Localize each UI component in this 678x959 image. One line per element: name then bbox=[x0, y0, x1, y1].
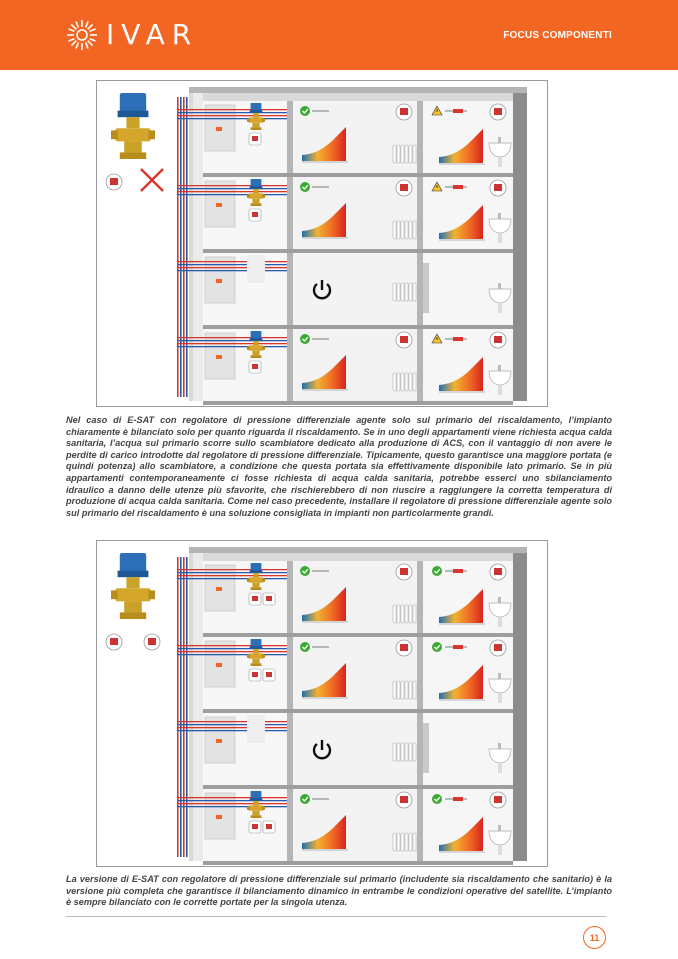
inactive-valve bbox=[247, 255, 265, 283]
branch-pipe bbox=[177, 337, 289, 338]
internal-wall bbox=[287, 253, 293, 325]
internal-wall bbox=[417, 561, 423, 633]
floor-slab bbox=[203, 325, 513, 329]
riser-pipe bbox=[183, 557, 185, 857]
cabinet-led bbox=[216, 587, 222, 591]
riser-pipe bbox=[180, 97, 182, 397]
branch-pipe bbox=[177, 340, 289, 341]
right-column bbox=[513, 553, 527, 861]
floor-dhw-thermostat-icon bbox=[263, 669, 275, 681]
branch-pipe bbox=[177, 343, 289, 344]
flow-indicator bbox=[453, 569, 463, 573]
branch-pipe bbox=[177, 724, 289, 725]
floor-thermostat-icon bbox=[249, 133, 261, 145]
page-header bbox=[0, 0, 678, 70]
ok-check-icon bbox=[300, 106, 310, 116]
branch-pipe bbox=[177, 112, 289, 113]
branch-pipe bbox=[177, 578, 289, 579]
ivar-logo bbox=[66, 18, 198, 52]
ok-check-icon bbox=[300, 566, 310, 576]
floor-slab bbox=[203, 401, 513, 405]
cabinet-led bbox=[216, 203, 222, 207]
internal-wall bbox=[417, 177, 423, 249]
branch-pipe bbox=[177, 346, 289, 347]
right-column bbox=[513, 93, 527, 401]
flow-indicator bbox=[453, 109, 463, 113]
branch-pipe bbox=[177, 569, 289, 570]
dhw-thermostat-icon bbox=[490, 180, 506, 196]
cabinet-led bbox=[216, 663, 222, 667]
dhw-thermostat-icon bbox=[490, 564, 506, 580]
branch-pipe bbox=[177, 270, 289, 271]
section-label: FOCUS COMPONENTI bbox=[503, 30, 612, 41]
floor-thermostat-icon bbox=[249, 669, 261, 681]
riser-pipe bbox=[186, 97, 188, 397]
cabinet-led bbox=[216, 279, 222, 283]
branch-pipe bbox=[177, 645, 289, 646]
room-thermostat-icon bbox=[396, 104, 412, 120]
floor-slab bbox=[203, 633, 513, 637]
branch-pipe bbox=[177, 721, 289, 722]
main-dhw-thermostat-icon bbox=[144, 634, 160, 650]
riser-shaft bbox=[193, 553, 203, 861]
branch-pipe bbox=[177, 575, 289, 576]
internal-wall bbox=[417, 713, 423, 785]
ok-check-icon bbox=[300, 794, 310, 804]
roof-slab bbox=[189, 87, 527, 93]
roof-slab bbox=[189, 547, 527, 553]
room-thermostat-icon bbox=[396, 180, 412, 196]
internal-wall bbox=[287, 329, 293, 401]
internal-wall bbox=[287, 561, 293, 633]
branch-pipe bbox=[177, 267, 289, 268]
shadow bbox=[423, 723, 429, 773]
floor-thermostat-icon bbox=[249, 821, 261, 833]
internal-wall bbox=[417, 329, 423, 401]
floor-slab bbox=[203, 173, 513, 177]
floor-3 bbox=[177, 713, 513, 789]
branch-pipe bbox=[177, 727, 289, 728]
dhw-thermostat-icon bbox=[490, 792, 506, 808]
footer-divider bbox=[66, 916, 606, 917]
paragraph-2: La versione di E-SAT con regolatore di pressione differenziale sul primario (includente sia riscaldamento che sanitario) è la versione più completa che garantisce il bilanciamento dinamico in entrambe le condizioni operative del satellite. L’impianto è sempre bilanciato con le corrette portate per la singola utenza. bbox=[66, 874, 612, 908]
ok-check-icon bbox=[432, 642, 442, 652]
branch-pipe bbox=[177, 797, 289, 798]
room-thermostat-icon bbox=[396, 564, 412, 580]
inactive-valve bbox=[247, 715, 265, 743]
internal-wall bbox=[287, 637, 293, 709]
ok-check-icon bbox=[300, 334, 310, 344]
dhw-thermostat-icon bbox=[490, 332, 506, 348]
internal-wall bbox=[417, 253, 423, 325]
sun-icon bbox=[66, 19, 98, 51]
floor-slab bbox=[203, 249, 513, 253]
floor-thermostat-icon bbox=[249, 361, 261, 373]
floor-thermostat-icon bbox=[249, 209, 261, 221]
dhw-thermostat-icon bbox=[490, 104, 506, 120]
floor-slab bbox=[203, 709, 513, 713]
branch-pipe bbox=[177, 261, 289, 262]
internal-wall bbox=[417, 789, 423, 861]
diagram-esat-heating-only bbox=[96, 80, 548, 407]
diagram-esat-full bbox=[96, 540, 548, 867]
flow-indicator bbox=[453, 797, 463, 801]
flow-indicator bbox=[453, 337, 463, 341]
branch-pipe bbox=[177, 118, 289, 119]
paragraph-1: Nel caso di E-SAT con regolatore di pressione differenziale agente solo sul primario del riscaldamento, l’impianto chiaramente è bilanciato solo per quanto riguarda il riscaldamento. Se in uno degli appartamenti viene richiesta acqua calda sanitaria, l’acqua sul primario scorre sullo scambiatore dedicato alla produzione di ACS, con il vantaggio di non avere le perdite di carico introdotte dal regolatore di pressione differenziale. Tipicamente, questo garantisce una maggiore portata (e quindi potenza) allo scambiatore, a condizione che questa portata sia effettivamente disponibile lato primario. Se in più appartamenti contemporaneamente ci fosse richiesta di acqua calda sanitaria, potrebbe esserci uno sbilanciamento idraulico a danno delle utenze più sfavorite, che rischierebbero di non riuscire a raggiungere la corretta temperatura di produzione di acqua calda sanitaria. Come nel caso precedente, installare il regolatore di pressione differenziale agente solo sul primario del riscaldamento è una soluzione consigliata in impianti non particolarmente grandi. bbox=[66, 415, 612, 518]
floor-3 bbox=[177, 253, 513, 329]
floor-dhw-thermostat-icon bbox=[263, 821, 275, 833]
shadow bbox=[423, 263, 429, 313]
internal-wall bbox=[287, 101, 293, 173]
branch-pipe bbox=[177, 185, 289, 186]
internal-wall bbox=[287, 177, 293, 249]
riser-pipe bbox=[177, 557, 179, 857]
branch-pipe bbox=[177, 651, 289, 652]
riser-pipe bbox=[186, 557, 188, 857]
riser-pipe bbox=[177, 97, 179, 397]
branch-pipe bbox=[177, 191, 289, 192]
floor-dhw-thermostat-icon bbox=[263, 593, 275, 605]
branch-pipe bbox=[177, 654, 289, 655]
room-thermostat-icon bbox=[396, 640, 412, 656]
branch-pipe bbox=[177, 806, 289, 807]
room-thermostat-icon bbox=[396, 332, 412, 348]
branch-pipe bbox=[177, 188, 289, 189]
cabinet-led bbox=[216, 127, 222, 131]
dhw-thermostat-icon bbox=[490, 640, 506, 656]
internal-wall bbox=[417, 101, 423, 173]
page-number: 11 bbox=[583, 926, 606, 949]
branch-pipe bbox=[177, 109, 289, 110]
branch-pipe bbox=[177, 264, 289, 265]
main-thermostat-icon bbox=[106, 174, 122, 190]
internal-wall bbox=[417, 637, 423, 709]
branch-pipe bbox=[177, 572, 289, 573]
main-thermostat-icon bbox=[106, 634, 122, 650]
ok-check-icon bbox=[300, 642, 310, 652]
branch-pipe bbox=[177, 800, 289, 801]
brand-name: IVAR bbox=[106, 18, 199, 51]
floor-slab bbox=[203, 861, 513, 865]
cabinet-led bbox=[216, 815, 222, 819]
floor-thermostat-icon bbox=[249, 593, 261, 605]
ok-check-icon bbox=[300, 182, 310, 192]
flow-indicator bbox=[453, 645, 463, 649]
floor-slab bbox=[203, 785, 513, 789]
riser-pipe bbox=[180, 557, 182, 857]
flow-indicator bbox=[453, 185, 463, 189]
branch-pipe bbox=[177, 648, 289, 649]
internal-wall bbox=[287, 713, 293, 785]
cabinet-led bbox=[216, 355, 222, 359]
cabinet-led bbox=[216, 739, 222, 743]
ok-check-icon bbox=[432, 566, 442, 576]
room-thermostat-icon bbox=[396, 792, 412, 808]
branch-pipe bbox=[177, 803, 289, 804]
riser-pipe bbox=[183, 97, 185, 397]
branch-pipe bbox=[177, 115, 289, 116]
branch-pipe bbox=[177, 194, 289, 195]
ok-check-icon bbox=[432, 794, 442, 804]
internal-wall bbox=[287, 789, 293, 861]
branch-pipe bbox=[177, 730, 289, 731]
riser-shaft bbox=[193, 93, 203, 401]
